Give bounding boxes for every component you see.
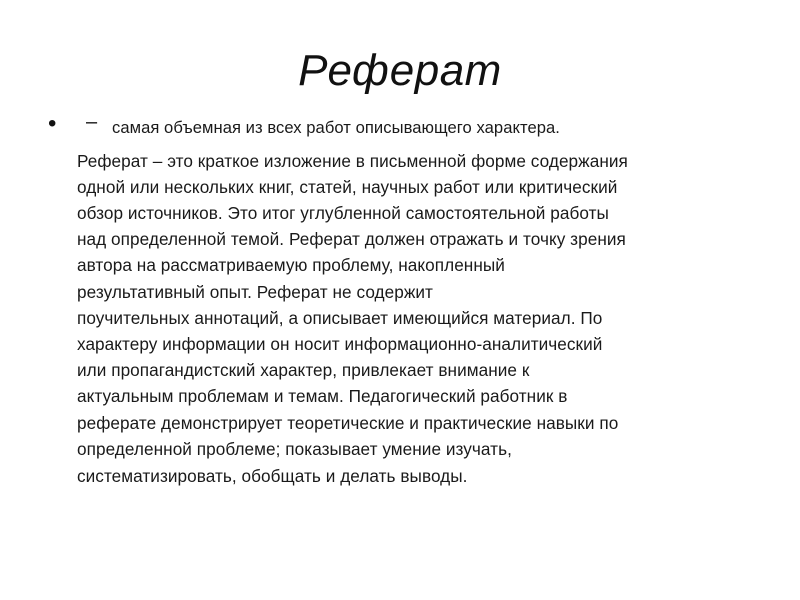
body-line: поучительных аннотаций, а описывает имеющийся материал. По — [77, 308, 603, 328]
body-line: систематизировать, обобщать и делать выводы. — [77, 466, 468, 486]
body-line: актуальным проблемам и темам. Педагогический работник в — [77, 386, 568, 406]
dash-mark: – — [86, 111, 98, 133]
body-line: самая объемная из всех работ описывающего характера. — [112, 118, 560, 137]
body-line: определенной проблеме; показывает умение изучать, — [77, 439, 512, 459]
bullet-icon: • — [48, 110, 57, 137]
body-line: одной или нескольких книг, статей, научных работ или критический — [77, 177, 618, 197]
body-line: обзор источников. Это итог углубленной самостоятельной работы — [77, 203, 609, 223]
body-line: Реферат – это краткое изложение в письменной форме содержания — [77, 151, 628, 171]
body-line: реферате демонстрирует теоретические и практические навыки по — [77, 413, 619, 433]
body-line: характеру информации он носит информационно-аналитический — [77, 334, 603, 354]
slide-title: Реферат — [298, 46, 502, 95]
body-line: или пропагандистский характер, привлекает внимание к — [77, 360, 530, 380]
body-line: результативный опыт. Реферат не содержит — [77, 282, 433, 302]
body-line: над определенной темой. Реферат должен отражать и точку зрения — [77, 229, 626, 249]
body-line: автора на рассматриваемую проблему, накопленный — [77, 255, 505, 275]
